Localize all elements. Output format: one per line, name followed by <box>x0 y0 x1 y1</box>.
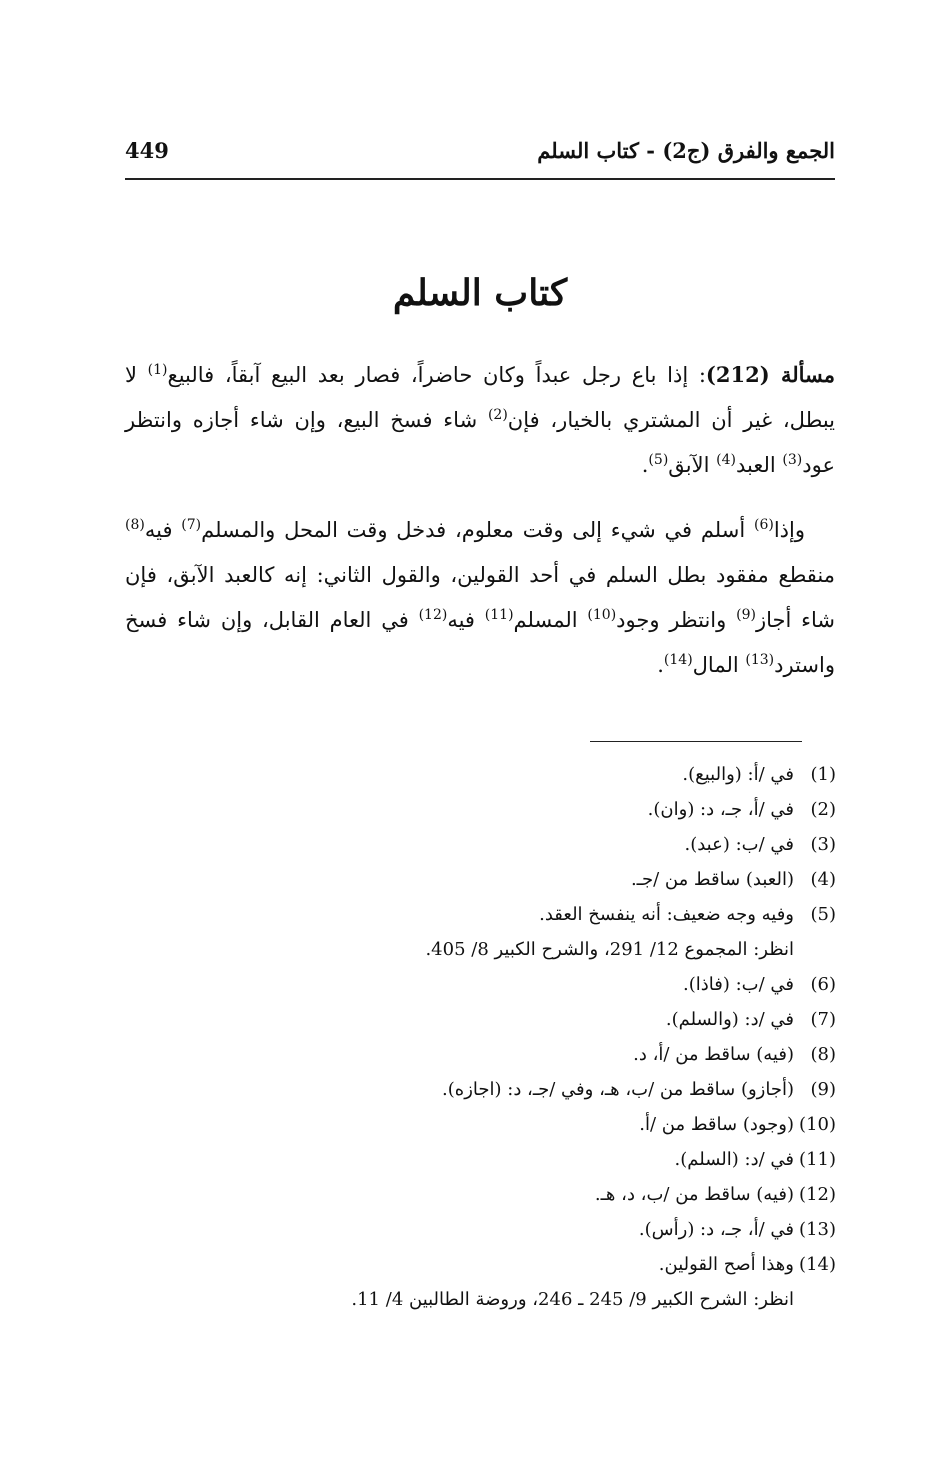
footnote-text: في /ب: (عبد). <box>684 834 794 855</box>
footnote-item <box>196 827 836 862</box>
footnote-number: (5) <box>810 904 836 925</box>
footnote-ref: (5) <box>648 452 669 468</box>
footnote-number: (7) <box>810 1009 836 1030</box>
footnote-ref: (12) <box>418 607 448 623</box>
footnote-ref: (2) <box>487 407 508 423</box>
footnote-number: (4) <box>810 869 836 890</box>
chapter-title: كتاب السلم <box>392 272 568 314</box>
footnote-text: (العبد) ساقط من /جـ. <box>630 869 794 890</box>
footnote-item <box>196 1107 836 1142</box>
footnote-ref: (4) <box>716 452 736 468</box>
footnote-item <box>196 897 836 967</box>
footnote-ref: (14) <box>663 652 693 668</box>
footnote-ref: (6) <box>753 517 774 533</box>
footnote-text: في /ب: (فاذا). <box>683 974 794 995</box>
footnote-number: (3) <box>810 834 836 855</box>
footnote-ref: (1) <box>147 362 168 378</box>
footnote-number: (8) <box>810 1044 836 1065</box>
masala-label: مسألة (212) <box>705 362 835 387</box>
footnote-text: في /أ، جـ، د: (وان). <box>647 799 794 820</box>
footnotes-list <box>196 757 836 1317</box>
footnote-number: (14) <box>799 1254 836 1275</box>
footnote-item <box>196 757 836 792</box>
footnote-item <box>196 1177 836 1212</box>
footnote-text: في /أ: (والبيع). <box>682 764 794 785</box>
footnote-item <box>196 967 836 1002</box>
footnote-number: (6) <box>810 974 836 995</box>
footnote-ref: (11) <box>484 607 514 623</box>
footnote-text: (أجازو) ساقط من /ب، هـ، وفي /جـ، د: (اجازه). <box>442 1079 794 1100</box>
footnote-item <box>196 1037 836 1072</box>
footnote-ref: (8) <box>125 517 145 533</box>
footnote-number: (10) <box>799 1114 836 1135</box>
footnote-text: (وجود) ساقط من /أ. <box>639 1114 794 1135</box>
footnote-number: (9) <box>810 1079 836 1100</box>
footnote-ref: (10) <box>587 607 617 623</box>
footnote-text: (فيه) ساقط من /أ، د. <box>633 1044 794 1065</box>
footnote-text: في /أ، جـ، د: (رأس). <box>638 1219 794 1240</box>
footnote-ref: (3) <box>782 452 803 468</box>
footnote-item <box>196 862 836 897</box>
footnote-divider <box>590 741 802 742</box>
paragraph-masala: مسألة (212): إذا باع رجل عبداً وكان حاضراً، فصار بعد البيع آبقاً، فالبيع$^{(1)}$ لا يبطل، غير أن المشتري بالخيار، فإن$^{(2)}$ شاء فسخ البيع، وإن شاء أجازه وانتظر عود$^{(3)}$ العبد$^{(4)}$ الآبق$^{(5)}$. <box>125 362 835 477</box>
running-title: الجمع والفرق (ج2) - كتاب السلم <box>537 138 835 163</box>
page-number: 449 <box>125 138 169 163</box>
footnote-item <box>196 1002 836 1037</box>
footnote-reference: انظر: الشرح الكبير 9/ 245 ـ 246، وروضة الطالبين 4/ 11. <box>351 1289 794 1310</box>
footnote-text: (فيه) ساقط من /ب، د، هـ. <box>594 1184 794 1205</box>
footnote-item <box>196 1212 836 1247</box>
footnote-text: في /د: (والسلم). <box>665 1009 794 1030</box>
paragraph-salam: وإذا$^{(6)}$ أسلم في شيء إلى وقت معلوم، فدخل وقت المحل والمسلم$^{(7)}$ فيه$^{(8)}$ منقطع مفقود بطل السلم في أحد القولين، والقول الثاني: إنه كالعبد الآبق، فإن شاء أجاز$^{(9)}$ وانتظر وجود$^{(10)}$ المسلم$^{(11)}$ فيه$^{(12)}$ في العام القابل، وإن شاء فسخ واسترد$^{(13)}$ المال$^{(14)}$. <box>125 517 835 677</box>
footnote-number: (2) <box>810 799 836 820</box>
footnote-ref: (7) <box>181 517 202 533</box>
footnote-ref: (9) <box>736 607 756 623</box>
footnote-number: (11) <box>799 1149 836 1170</box>
footnote-item <box>196 1142 836 1177</box>
footnote-number: (1) <box>810 764 836 785</box>
footnote-item <box>196 1072 836 1107</box>
footnote-text: في /د: (السلم). <box>674 1149 794 1170</box>
footnote-reference: انظر: المجموع 12/ 291، والشرح الكبير 8/ 405. <box>425 939 794 960</box>
footnote-ref: (13) <box>745 652 775 668</box>
footnote-text: وفيه وجه ضعيف: أنه ينفسخ العقد. <box>539 904 794 925</box>
footnote-item <box>196 1247 836 1317</box>
page-header <box>125 138 835 180</box>
footnote-item <box>196 792 836 827</box>
footnote-number: (12) <box>799 1184 836 1205</box>
footnote-text: وهذا أصح القولين. <box>658 1254 794 1275</box>
footnote-number: (13) <box>799 1219 836 1240</box>
